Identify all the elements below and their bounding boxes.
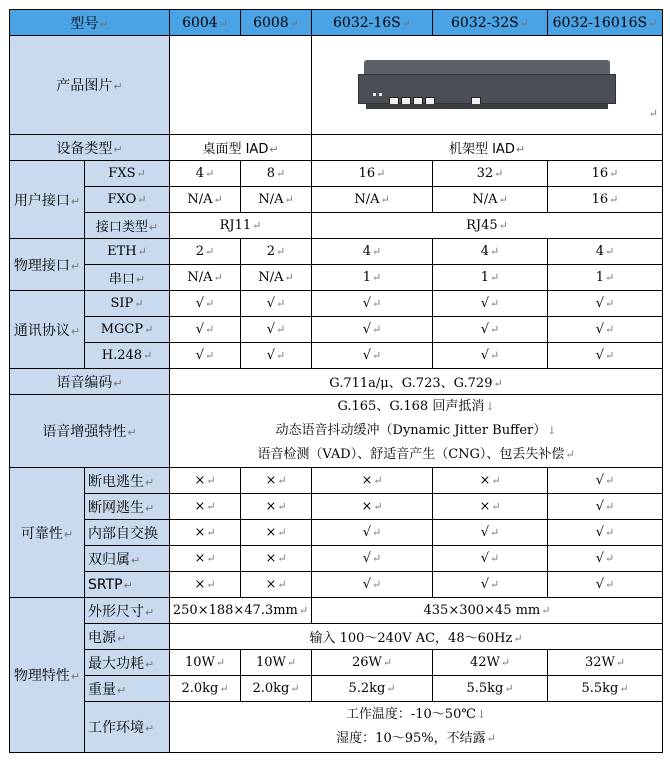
internal-switch-value: √↵ — [312, 520, 433, 546]
voice-enhance-value — [170, 395, 663, 468]
voice-enhance-line-2: 动态语音抖动缓冲（Dynamic Jitter Buffer）↓ — [275, 423, 557, 438]
net-fail-value: √↵ — [548, 494, 663, 520]
voice-enhance-line-1: G.165、G.168 回声抵消↓ — [337, 399, 495, 414]
dual-home-row — [10, 546, 663, 572]
fxo-label: FXO↵ — [85, 187, 170, 213]
srtp-value: √↵ — [548, 572, 663, 598]
protocol-label: 通讯协议↵ — [10, 291, 85, 369]
iface-type-row — [10, 213, 663, 239]
max-power-row — [10, 650, 663, 676]
serial-value: N/A↵ — [170, 265, 241, 291]
srtp-label: SRTP↵ — [85, 572, 170, 598]
h248-label: H.248↵ — [85, 343, 170, 369]
weight-value: 5.2kg↵ — [312, 676, 433, 702]
sip-value: √↵ — [241, 291, 312, 317]
model-6032-16016s: 6032-16016S↵ — [548, 10, 663, 36]
power-fail-value: √↵ — [548, 468, 663, 494]
environment-value — [170, 702, 663, 753]
power-value: 输入 100～240V AC，48～60Hz↵ — [170, 624, 663, 650]
environment-line-2: 湿度：10～95%，不结露↵ — [336, 731, 496, 746]
internal-switch-value: √↵ — [548, 520, 663, 546]
product-image-label: 产品图片↵ — [10, 36, 170, 135]
dual-home-value: √↵ — [312, 546, 433, 572]
sip-value: √↵ — [312, 291, 433, 317]
h248-value: √↵ — [433, 343, 548, 369]
fxo-value: N/A↵ — [170, 187, 241, 213]
fxs-value: 16↵ — [312, 161, 433, 187]
h248-row — [10, 343, 663, 369]
net-fail-value: ×↵ — [170, 494, 241, 520]
device-type-label: 设备类型↵ — [10, 135, 170, 161]
dual-home-value: √↵ — [548, 546, 663, 572]
physical-label: 物理特性↵ — [10, 598, 85, 753]
internal-switch-value: √↵ — [433, 520, 548, 546]
spec-table — [9, 9, 663, 753]
weight-value: 5.5kg↵ — [548, 676, 663, 702]
codec-row — [10, 369, 663, 395]
model-6032-32s: 6032-32S↵ — [433, 10, 548, 36]
srtp-value: ×↵ — [241, 572, 312, 598]
srtp-row — [10, 572, 663, 598]
fxs-value: 16↵ — [548, 161, 663, 187]
voice-enhance-row — [10, 395, 663, 468]
power-fail-value: ×↵ — [170, 468, 241, 494]
device-type-desktop: 桌面型 IAD↵ — [170, 135, 312, 161]
fxo-value: N/A↵ — [241, 187, 312, 213]
mgcp-value: √↵ — [241, 317, 312, 343]
eth-value: 4↵ — [312, 239, 433, 265]
fxs-value: 32↵ — [433, 161, 548, 187]
mgcp-value: √↵ — [170, 317, 241, 343]
physical-interface-label: 物理接口↵ — [10, 239, 85, 291]
dual-home-label: 双归属↵ — [85, 546, 170, 572]
model-6004: 6004↵ — [170, 10, 241, 36]
power-row — [10, 624, 663, 650]
srtp-value: √↵ — [433, 572, 548, 598]
mgcp-value: √↵ — [548, 317, 663, 343]
sip-value: √↵ — [548, 291, 663, 317]
serial-label: 串口↵ — [85, 265, 170, 291]
model-6032-16s: 6032-16S↵ — [312, 10, 433, 36]
net-fail-label: 断网逃生↵ — [85, 494, 170, 520]
eth-value: 4↵ — [548, 239, 663, 265]
weight-row — [10, 676, 663, 702]
eth-label: ETH↵ — [85, 239, 170, 265]
max-power-label: 最大功耗↵ — [85, 650, 170, 676]
net-fail-value: ×↵ — [241, 494, 312, 520]
internal-switch-row — [10, 520, 663, 546]
eth-value: 2↵ — [170, 239, 241, 265]
max-power-value: 10W↵ — [170, 650, 241, 676]
power-fail-row — [10, 468, 663, 494]
codec-value: G.711a/μ、G.723、G.729↵ — [170, 369, 663, 395]
weight-value: 5.5kg↵ — [433, 676, 548, 702]
max-power-value: 42W↵ — [433, 650, 548, 676]
device-type-row — [10, 135, 663, 161]
mgcp-row — [10, 317, 663, 343]
fxs-row — [10, 161, 663, 187]
h248-value: √↵ — [548, 343, 663, 369]
iface-type-rack: RJ45↵ — [312, 213, 663, 239]
mgcp-value: √↵ — [433, 317, 548, 343]
eth-row — [10, 239, 663, 265]
dual-home-value: ×↵ — [241, 546, 312, 572]
voice-enhance-label: 语音增强特性↵ — [10, 395, 170, 468]
max-power-value: 26W↵ — [312, 650, 433, 676]
srtp-value: ×↵ — [170, 572, 241, 598]
voice-enhance-line-3: 语音检测（VAD）、舒适音产生（CNG）、包丢失补偿↵ — [257, 447, 575, 462]
dual-home-value: ×↵ — [170, 546, 241, 572]
serial-value: 1↵ — [312, 265, 433, 291]
net-fail-value: ×↵ — [312, 494, 433, 520]
mgcp-label: MGCP↵ — [85, 317, 170, 343]
power-fail-label: 断电逃生↵ — [85, 468, 170, 494]
serial-value: 1↵ — [433, 265, 548, 291]
header-row — [10, 10, 663, 36]
internal-switch-value: ×↵ — [170, 520, 241, 546]
rack-mount-gateway-image — [358, 60, 616, 110]
eth-value: 2↵ — [241, 239, 312, 265]
sip-row — [10, 291, 663, 317]
serial-value: N/A↵ — [241, 265, 312, 291]
size-row — [10, 598, 663, 624]
power-fail-value: ×↵ — [312, 468, 433, 494]
fxs-value: 4↵ — [170, 161, 241, 187]
h248-value: √↵ — [241, 343, 312, 369]
dual-home-value: √↵ — [433, 546, 548, 572]
fxo-value: N/A↵ — [433, 187, 548, 213]
power-fail-value: ×↵ — [433, 468, 548, 494]
size-label: 外形尺寸↵ — [85, 598, 170, 624]
h248-value: √↵ — [312, 343, 433, 369]
fxo-value: N/A↵ — [312, 187, 433, 213]
product-image-desktop-cell — [170, 36, 312, 135]
environment-line-1: 工作温度：-10～50℃↓ — [345, 707, 487, 722]
user-interface-label: 用户接口↵ — [10, 161, 85, 239]
serial-row — [10, 265, 663, 291]
codec-label: 语音编码↵ — [10, 369, 170, 395]
max-power-value: 32W↵ — [548, 650, 663, 676]
weight-label: 重量↵ — [85, 676, 170, 702]
power-label: 电源↵ — [85, 624, 170, 650]
size-desktop: 250×188×47.3mm↵ — [170, 598, 312, 624]
model-header: 型号↵ — [10, 10, 170, 36]
srtp-value: √↵ — [312, 572, 433, 598]
max-power-value: 10W↵ — [241, 650, 312, 676]
internal-switch-value: ×↵ — [241, 520, 312, 546]
fxs-label: FXS↵ — [85, 161, 170, 187]
environment-label: 工作环境↵ — [85, 702, 170, 753]
eth-value: 4↵ — [433, 239, 548, 265]
environment-row — [10, 702, 663, 753]
sip-value: √↵ — [433, 291, 548, 317]
product-image-rack-cell: ↵ — [312, 36, 663, 135]
sip-value: √↵ — [170, 291, 241, 317]
net-fail-value: ×↵ — [433, 494, 548, 520]
reliability-label: 可靠性↵ — [10, 468, 85, 598]
h248-value: √↵ — [170, 343, 241, 369]
net-fail-row — [10, 494, 663, 520]
device-type-rack: 机架型 IAD↵ — [312, 135, 663, 161]
size-rack: 435×300×45 mm↵ — [312, 598, 663, 624]
weight-value: 2.0kg↵ — [170, 676, 241, 702]
weight-value: 2.0kg↵ — [241, 676, 312, 702]
fxs-value: 8↵ — [241, 161, 312, 187]
internal-switch-label: 内部自交换 — [85, 520, 170, 546]
iface-type-label: 接口类型↵ — [85, 213, 170, 239]
power-fail-value: ×↵ — [241, 468, 312, 494]
iface-type-desktop: RJ11↵ — [170, 213, 312, 239]
sip-label: SIP↵ — [85, 291, 170, 317]
mgcp-value: √↵ — [312, 317, 433, 343]
serial-value: 1↵ — [548, 265, 663, 291]
model-6008: 6008↵ — [241, 10, 312, 36]
product-image-row — [10, 36, 663, 135]
fxo-row — [10, 187, 663, 213]
fxo-value: 16↵ — [548, 187, 663, 213]
